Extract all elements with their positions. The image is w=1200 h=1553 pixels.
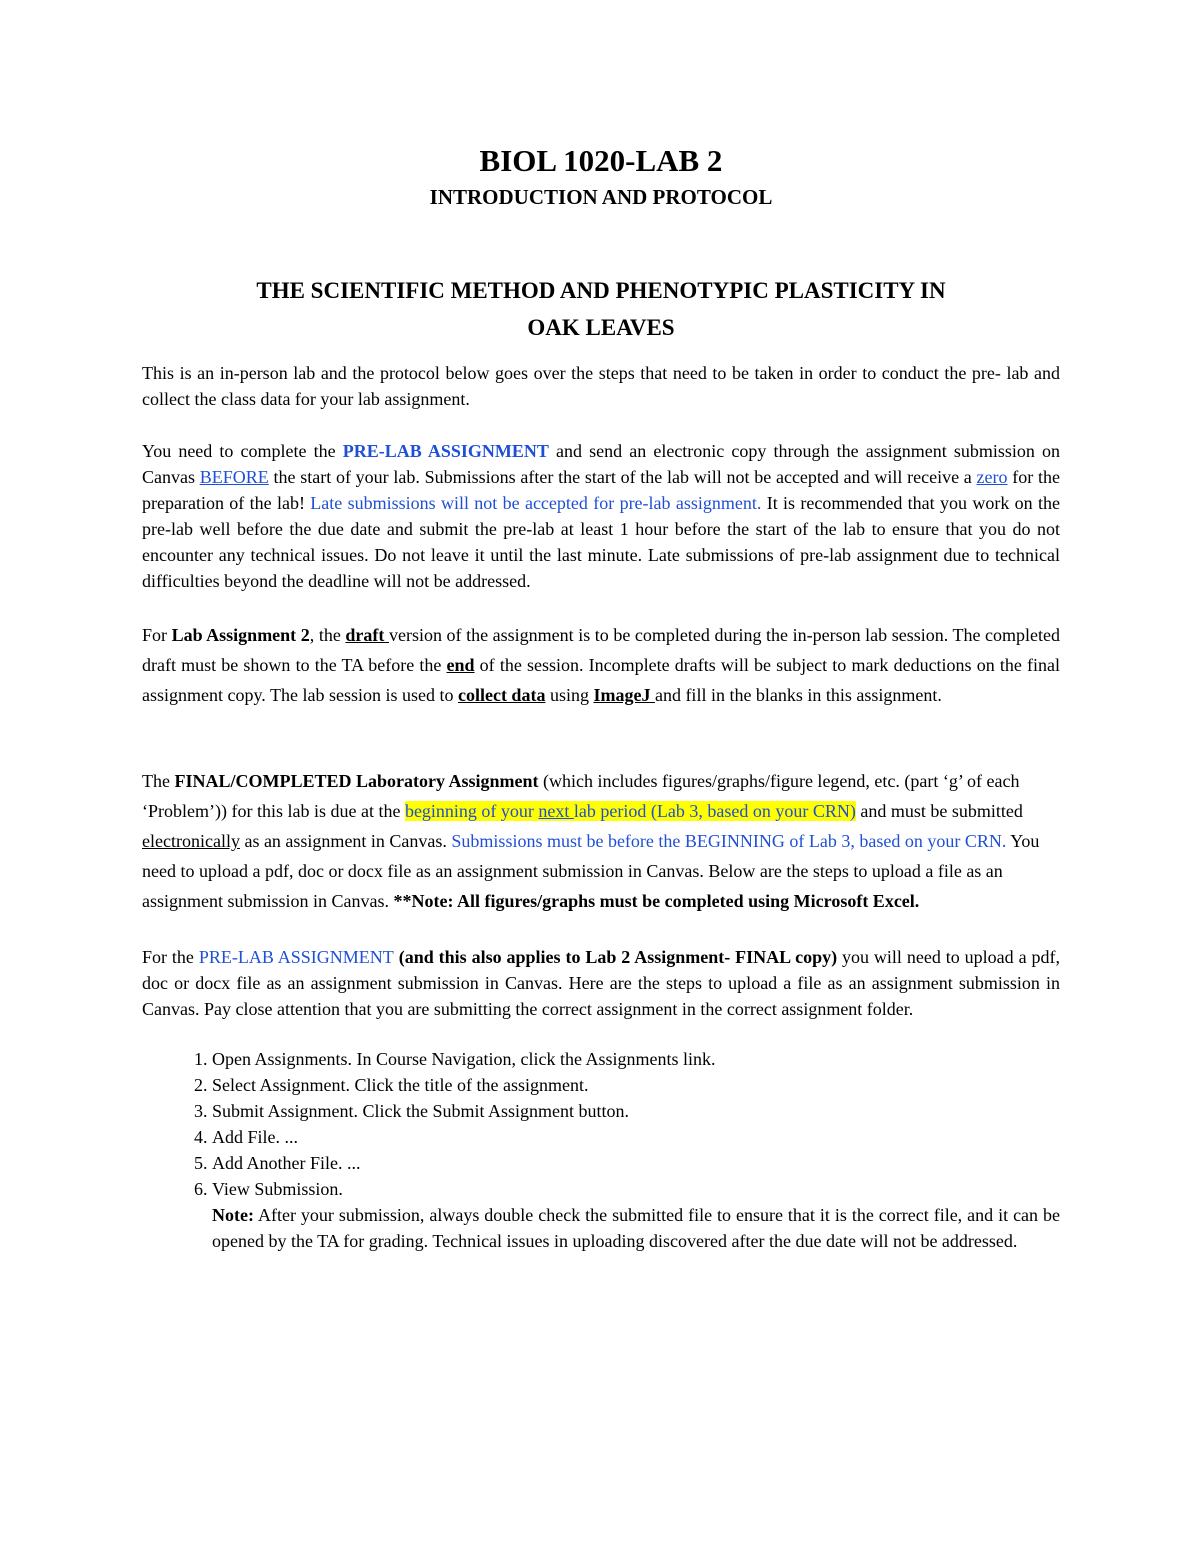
- lab-assignment-label: Lab Assignment 2: [171, 625, 310, 645]
- excel-note: **Note: All figures/graphs must be completed using Microsoft Excel.: [393, 891, 920, 911]
- lab-assignment-paragraph: For Lab Assignment 2, the draft version of the assignment is to be completed during the in-person lab session. The completed draft must be shown to the TA before the end of the session. Incomplete drafts will be subject to mark deductions on the final assignment copy. The lab session is used to collect data using ImageJ and fill in the blanks in this assignment.: [142, 625, 1060, 705]
- heading-line-1: THE SCIENTIFIC METHOD AND PHENOTYPIC PLASTICITY IN: [256, 278, 946, 303]
- list-item: 6. View Submission. Note: After your submission, always double check the submitted file to ensure that it is the correct file, and it can be opened by the TA for grading. Technical issues in uploading discovered after the due date will not be addressed.: [212, 1176, 1060, 1254]
- heading-line-2: OAK LEAVES: [527, 315, 675, 340]
- document-subtitle: INTRODUCTION AND PROTOCOL: [429, 185, 773, 209]
- draft-label: draft: [345, 625, 389, 645]
- document-page: [142, 140, 1060, 1254]
- final-assignment-paragraph: The FINAL/COMPLETED Laboratory Assignment (which includes figures/graphs/figure legend, etc. (part ‘g’ of each ‘Problem’)) for this lab is due at the beginning of your next lab period (Lab 3, based on your CRN) and must be submitted electronically as an assignment in Canvas. Submissions must be before the BEGINNING of Lab 3, based on your CRN. You need to upload a pdf, doc or docx file as an assignment submission in Canvas. Below are the steps to upload a file as an assignment submission in Canvas. **Note: All figures/graphs must be completed using Microsoft Excel.: [142, 771, 1040, 911]
- prelab-assignment-label-2: PRE-LAB ASSIGNMENT: [198, 947, 394, 967]
- prelab-paragraph: You need to complete the PRE-LAB ASSIGNMENT and send an electronic copy through the assignment submission on Canvas BEFORE the start of your lab. Submissions after the start of the lab will not be accepted and will receive a zero for the preparation of the lab! Late submissions will not be accepted for pre-lab assignment. It is recommended that you work on the pre-lab well before the due date and submit the pre-lab at least 1 hour before the start of the lab to ensure that you do not encounter any technical issues. Do not leave it until the last minute. Late submissions of pre-lab assignment due to technical difficulties beyond the deadline will not be addressed.: [142, 441, 1060, 591]
- before-link[interactable]: BEFORE: [199, 467, 269, 487]
- due-date-highlight: beginning of your next lab period (Lab 3, based on your CRN): [404, 801, 856, 821]
- section-heading: [142, 272, 1060, 346]
- final-note: Note: After your submission, always double check the submitted file to ensure that it is the correct file, and it can be opened by the TA for grading. Technical issues in uploading discovered after the due date will not be addressed.: [212, 1205, 1060, 1251]
- list-item: 3. Submit Assignment. Click the Submit Assignment button.: [212, 1098, 1060, 1124]
- intro-paragraph: This is an in-person lab and the protocol below goes over the steps that need to be taken in order to conduct the pre- lab and collect the class data for your lab assignment.: [142, 363, 1060, 409]
- list-item: 4. Add File. ...: [212, 1124, 1060, 1150]
- collect-data-label: collect data: [457, 685, 546, 705]
- prelab-assignment-label: PRE-LAB ASSIGNMENT: [342, 441, 549, 461]
- end-label: end: [446, 655, 475, 675]
- list-item: 1. Open Assignments. In Course Navigation, click the Assignments link.: [212, 1046, 1060, 1072]
- submission-deadline-note: Submissions must be before the BEGINNING of Lab 3, based on your CRN.: [451, 831, 1007, 851]
- document-title: BIOL 1020-LAB 2: [479, 143, 723, 178]
- upload-steps-list: [142, 1046, 1060, 1254]
- imagej-label: ImageJ: [593, 685, 655, 705]
- list-item: 5. Add Another File. ...: [212, 1150, 1060, 1176]
- final-assignment-label: FINAL/COMPLETED Laboratory Assignment: [174, 771, 539, 791]
- list-item: 2. Select Assignment. Click the title of the assignment.: [212, 1072, 1060, 1098]
- upload-instructions-paragraph: For the PRE-LAB ASSIGNMENT (and this also applies to Lab 2 Assignment- FINAL copy) you will need to upload a pdf, doc or docx file as an assignment submission in Canvas. Here are the steps to upload a file as an assignment submission in Canvas. Pay close attention that you are submitting the correct assignment in the correct assignment folder.: [142, 947, 1060, 1019]
- late-submission-warning: Late submissions will not be accepted for pre-lab assignment.: [310, 493, 762, 513]
- electronically-label: electronically: [142, 831, 240, 851]
- zero-link[interactable]: zero: [976, 467, 1008, 487]
